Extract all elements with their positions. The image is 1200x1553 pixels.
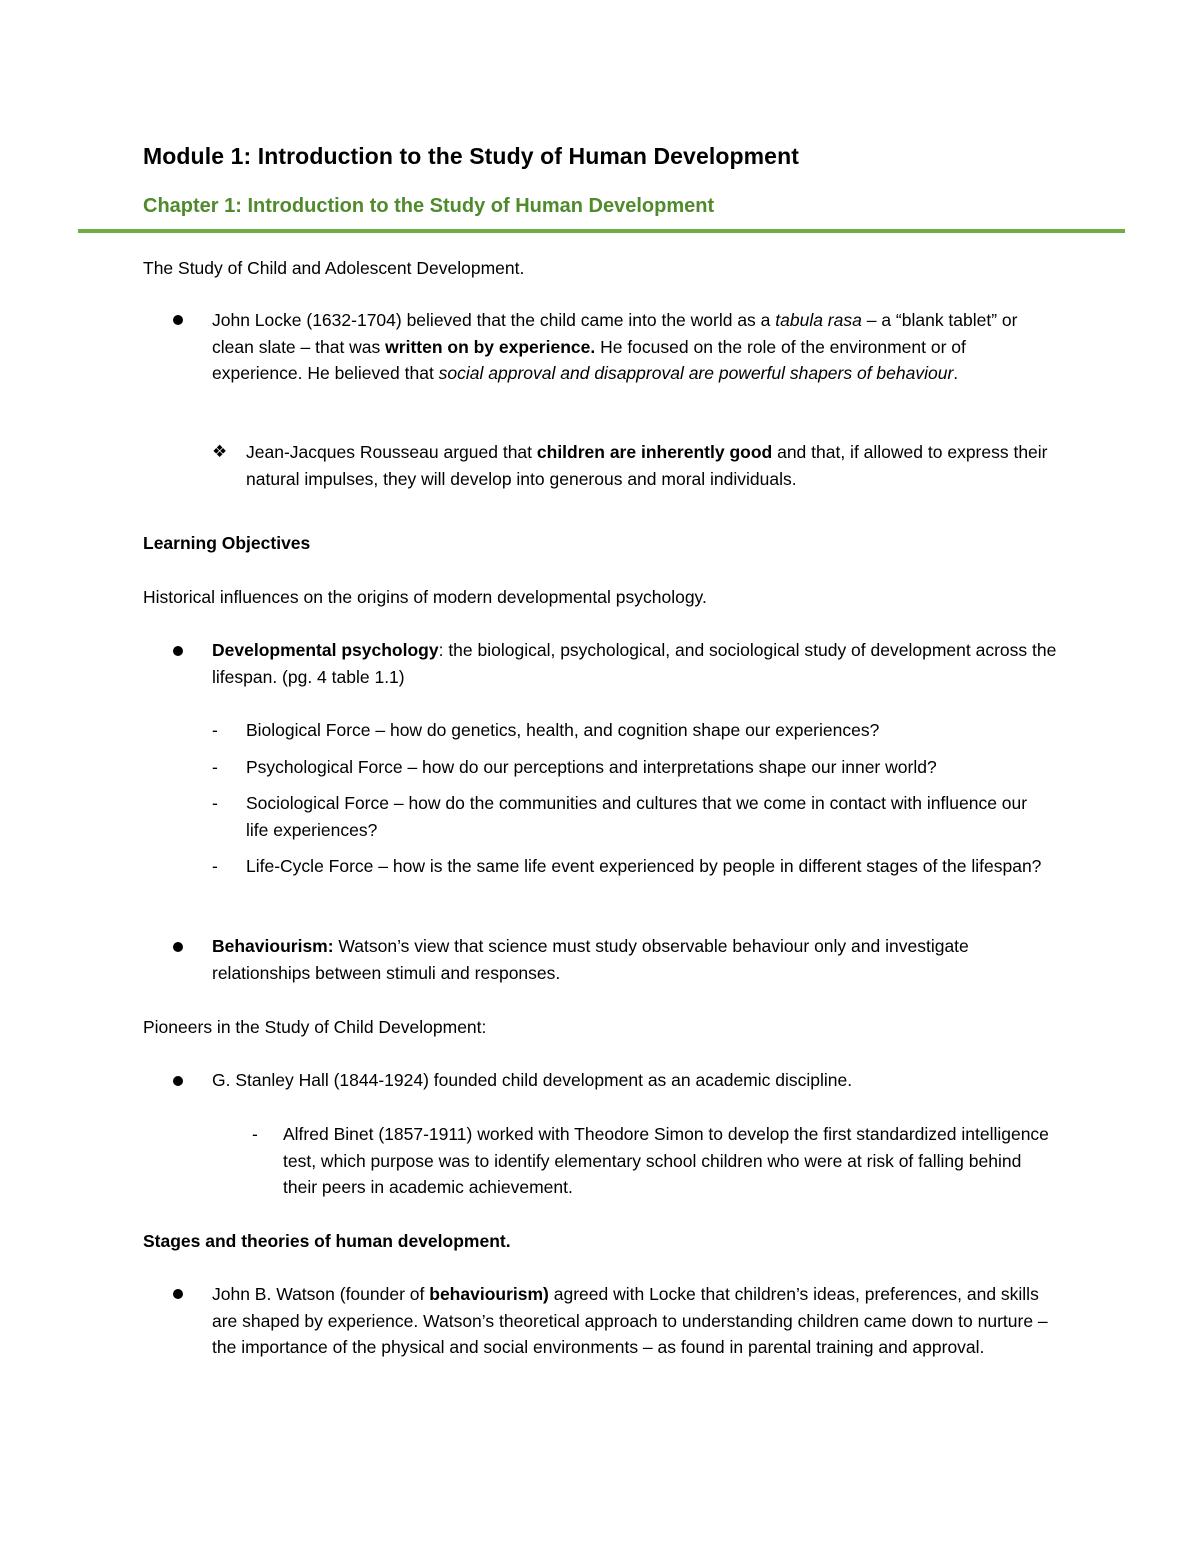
bullet-icon: [173, 646, 183, 656]
dash-marker: -: [252, 1124, 258, 1144]
learning-objectives-heading: Learning Objectives: [143, 533, 311, 553]
module-title: Module 1: Introduction to the Study of Human Development: [143, 143, 799, 169]
devpsych-paragraph: Developmental psychology: the biological, psychological, and sociological study of development across the lifespan. (pg. 4 table 1.1): [212, 640, 1057, 687]
historical-paragraph: Historical influences on the origins of modern developmental psychology.: [143, 587, 707, 607]
force-item: Sociological Force – how do the communities and cultures that we come in contact with influence our life experiences?: [246, 793, 1028, 840]
behaviourism-paragraph: Behaviourism: Watson’s view that science must study observable behaviour only and investigate relationships between stimuli and responses.: [212, 936, 969, 983]
force-item: Psychological Force – how do our perceptions and interpretations shape our inner world?: [246, 757, 937, 777]
watson-paragraph: John B. Watson (founder of behaviourism) agreed with Locke that children’s ideas, preferences, and skills are shaped by experience. Watson’s theoretical approach to understanding children came down to nurture – the importance of the physical and social environments – as found in parental training and approval.: [212, 1284, 1048, 1357]
bullet-icon: [173, 315, 183, 325]
dash-marker: -: [212, 856, 218, 876]
dash-marker: -: [212, 757, 218, 777]
pioneers-paragraph: Pioneers in the Study of Child Development:: [143, 1017, 487, 1037]
chapter-divider: [78, 229, 1125, 233]
bullet-icon: [173, 942, 183, 952]
chapter-heading: Chapter 1: Introduction to the Study of Human Development: [143, 195, 715, 217]
diamond-bullet-icon: ❖: [212, 442, 228, 461]
bullet-icon: [173, 1289, 183, 1299]
force-item: Biological Force – how do genetics, health, and cognition shape our experiences?: [246, 720, 880, 740]
stages-heading: Stages and theories of human development.: [143, 1231, 511, 1251]
dash-marker: -: [212, 793, 218, 813]
rousseau-paragraph: Jean-Jacques Rousseau argued that children are inherently good and that, if allowed to express their natural impulses, they will develop into generous and moral individuals.: [246, 442, 1048, 489]
binet-paragraph: Alfred Binet (1857-1911) worked with Theodore Simon to develop the first standardized intelligence test, which purpose was to identify elementary school children who were at risk of falling behind their peers in academic achievement.: [283, 1124, 1049, 1197]
hall-paragraph: G. Stanley Hall (1844-1924) founded child development as an academic discipline.: [212, 1070, 853, 1090]
intro-paragraph: The Study of Child and Adolescent Development.: [143, 258, 525, 278]
dash-marker: -: [212, 720, 218, 740]
bullet-icon: [173, 1076, 183, 1086]
locke-paragraph: John Locke (1632-1704) believed that the child came into the world as a tabula rasa – a “blank tablet” or clean slate – that was written on by experience. He focused on the role of the environment or of experience. He believed that social approval and disapproval are powerful shapers of behaviour.: [212, 310, 1018, 383]
force-item: Life-Cycle Force – how is the same life event experienced by people in different stages of the lifespan?: [246, 856, 1042, 876]
